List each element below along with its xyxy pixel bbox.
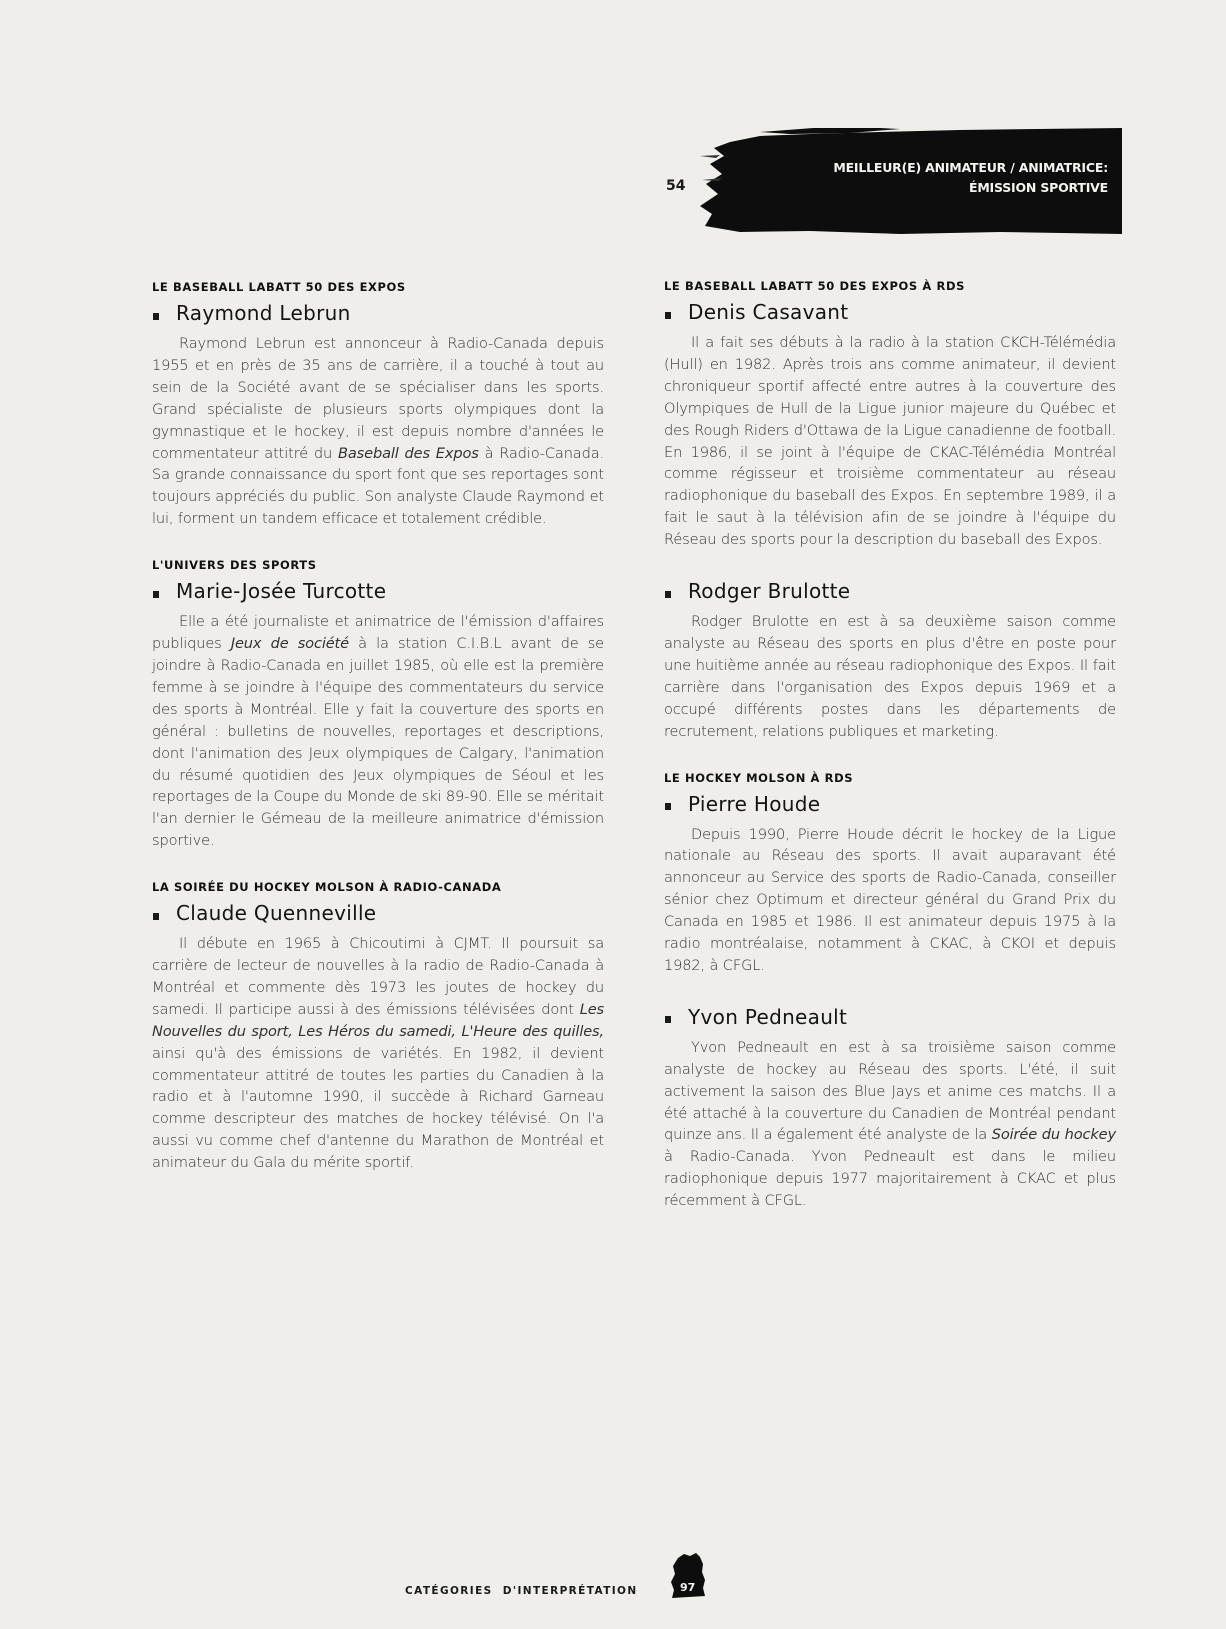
nominee-block <box>664 771 1116 977</box>
nominee-block <box>664 579 1116 742</box>
footer-section-label: CATÉGORIES D'INTERPRÉTATION <box>405 1585 638 1597</box>
footer-page-number: 97 <box>680 1581 696 1594</box>
nominee-name <box>664 792 1116 816</box>
program-heading: L'UNIVERS DES SPORTS <box>152 558 317 573</box>
nominee-bio: Il a fait ses débuts à la radio à la station CKCH-Télémédia (Hull) en 1982. Après trois ans comme animateur, il devient chroniqueur sportif affecté entre autres à la couverture des Olympiques de Hull de la Ligue junior majeure du Québec et des Rough Riders d'Ottawa de la Ligue canadienne de football. En 1986, il se joint à l'équipe de CKAC-Télémédia Montréal comme régisseur et troisième commentateur au réseau radiophonique du baseball des Expos. En septembre 1989, il a fait le saut à la télévision afin de se joindre à l'équipe du Réseau des sports pour la description du baseball des Expos. <box>664 334 1116 549</box>
nominee-bio <box>152 333 604 530</box>
nominee-name-text: Raymond Lebrun <box>176 301 351 325</box>
nominee-block <box>664 1005 1116 1212</box>
bio-text: à Radio-Canada. Sa grande connaissance du sport font que ses reportages sont toujours appréciés du public. Son analyste Claude Raymond et lui, forment un tandem efficace et totalement crédible. <box>152 444 604 528</box>
bio-text: Raymond Lebrun est annonceur à Radio-Canada depuis 1955 et en près de 35 ans de carrière, il a touché à tout au sein de la Société avant de se spécialiser dans les sports. Grand spécialiste de plusieurs sports olympiques dont la gymnastique et le hockey, il est depuis nombre d'années le commentateur attitré du <box>152 335 604 462</box>
program-heading: LE BASEBALL LABATT 50 DES EXPOS <box>152 280 406 294</box>
nominee-bio <box>152 611 604 852</box>
square-bullet-icon <box>665 803 671 810</box>
nominee-name-text: Rodger Brulotte <box>688 579 851 604</box>
banner-title-line2: ÉMISSION SPORTIVE <box>968 180 1108 195</box>
nominee-name <box>152 579 604 603</box>
square-bullet-icon <box>153 313 159 320</box>
nominee-bio: Rodger Brulotte en est à sa deuxième saison comme analyste au Réseau des sports en plus d'être en poste pour une huitième année au réseau radiophonique des Expos. Il fait carrière dans l'organisation des Expos depuis 1969 et a occupé différents postes dans les départements de recrutement, relations publiques et marketing. <box>664 613 1116 740</box>
nominee-name-text: Marie-Josée Turcotte <box>176 579 387 604</box>
nominee-name <box>664 300 1116 324</box>
nominee-name-text: Denis Casavant <box>688 300 849 324</box>
bio-text: ainsi qu'à des émissions de variétés. En 1982, il devient commentateur attitré de toutes les parties du Canadien à la radio et à l'automne 1990, il succède à Richard Garneau comme descripteur des matches de hockey télévisé. On l'a aussi vu comme chef d'antenne du Marathon de Montréal et animateur du Gala du mérite sportif. <box>152 1044 604 1172</box>
bio-title-italic: Soirée du hockey <box>991 1126 1116 1144</box>
program-heading: LA SOIRÉE DU HOCKEY MOLSON À RADIO-CANADA <box>152 880 502 895</box>
nominee-block <box>152 880 604 1174</box>
page-number-top: 54 <box>666 178 686 194</box>
bio-text: à Radio-Canada. Yvon Pedneault est dans le milieu radiophonique depuis 1977 majoritairement à CKAC et plus récemment à CFGL. <box>664 1148 1116 1210</box>
nominee-name <box>152 301 604 325</box>
nominee-name-text: Pierre Houde <box>688 791 821 816</box>
nominee-block <box>152 558 604 852</box>
nominee-block <box>664 279 1116 551</box>
bio-text: à la station C.I.B.L avant de se joindre à Radio-Canada en juillet 1985, où elle est la première femme à se joindre à l'équipe des commentateurs du service des sports à Montréal. Elle y fait la couverture des sports en général : bulletins de nouvelles, reportages et descriptions, dont l'animation des Jeux olympiques de Calgary, l'animation du résumé quotidien des Jeux olympiques de Séoul et les reportages de la Coupe du Monde de ski 89-90. Elle se méritait l'an dernier le Gémeau de la meilleure animatrice d'émission sportive. <box>152 635 604 850</box>
square-bullet-icon <box>153 591 159 598</box>
bio-title-italic: Les Nouvelles du sport, Les Héros du samedi, L'Heure des quilles, <box>152 1000 604 1040</box>
program-heading: LE BASEBALL LABATT 50 DES EXPOS À RDS <box>664 279 965 293</box>
nominee-name <box>152 901 604 925</box>
bio-title-italic: Baseball des Expos <box>338 444 479 462</box>
bio-text: Yvon Pedneault en est à sa troisième saison comme analyste de hockey au Réseau des sports. L'été, il suit activement la saison des Blue Jays et anime ces matchs. Il a été attaché à la couverture du Canadien de Montréal pendant quinze ans. Il a également été analyste de la <box>664 1038 1116 1144</box>
bio-text: Elle a été journaliste et animatrice de l'émission d'affaires publiques <box>152 613 604 653</box>
bio-text: Il débute en 1965 à Chicoutimi à CJMT. Il poursuit sa carrière de lecteur de nouvelles à la radio de Radio-Canada à Montréal et commente dès 1973 les joutes de hockey du samedi. Il participe aussi à des émissions télévisées dont <box>152 935 604 1018</box>
square-bullet-icon <box>665 312 671 319</box>
nominee-bio <box>152 933 604 1174</box>
nominee-bio <box>664 1037 1116 1212</box>
bio-title-italic: Jeux de société <box>230 635 349 653</box>
right-column <box>664 279 1116 1240</box>
square-bullet-icon <box>153 913 159 920</box>
banner-title-line1: MEILLEUR(E) ANIMATEUR / ANIMATRICE: <box>833 160 1108 175</box>
square-bullet-icon <box>665 1016 671 1023</box>
nominee-block <box>152 280 604 530</box>
nominee-name-text: Claude Quenneville <box>176 901 377 926</box>
nominee-name <box>664 579 1116 603</box>
nominee-name-text: Yvon Pedneault <box>688 1004 848 1029</box>
nominee-bio: Depuis 1990, Pierre Houde décrit le hockey de la Ligue nationale au Réseau des sports. Il avait auparavant été annonceur au Service des sports de Radio-Canada, conseiller sénior chez Optimum et directeur général du Grand Prix du Canada en 1985 et 1986. Il est animateur depuis 1975 à la radio montréalaise, notamment à CKAC, à CKOI et depuis 1982, à CFGL. <box>664 825 1116 974</box>
left-column <box>152 280 604 1202</box>
nominee-name <box>664 1005 1116 1029</box>
square-bullet-icon <box>665 591 671 598</box>
category-banner <box>700 128 1122 234</box>
program-heading: LE HOCKEY MOLSON À RDS <box>664 770 854 785</box>
